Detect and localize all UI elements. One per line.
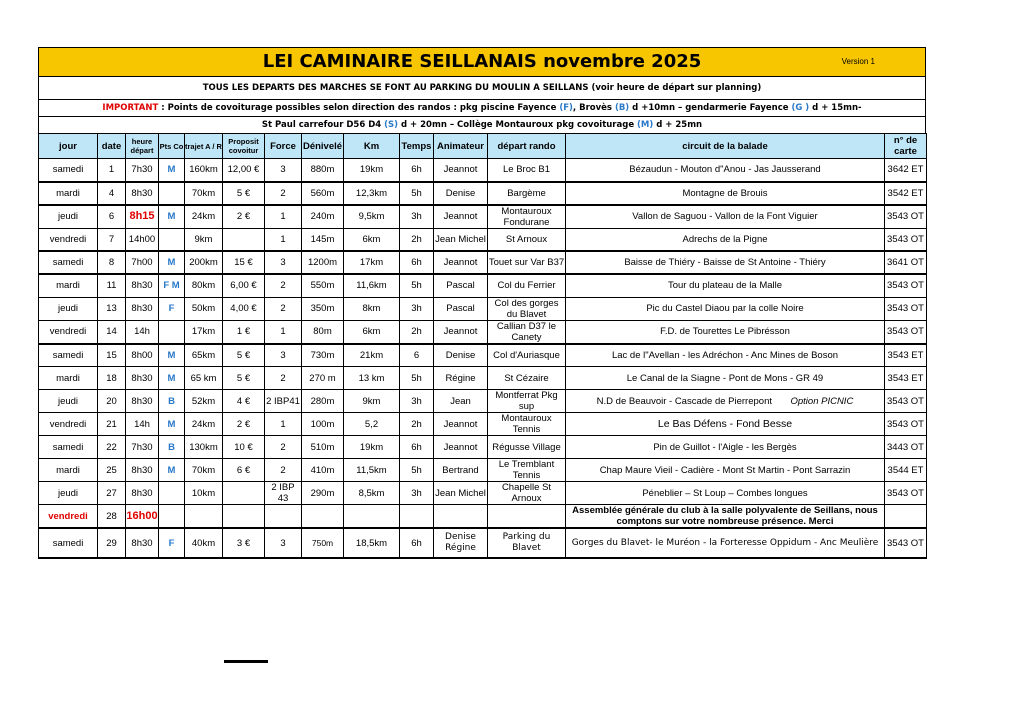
- table-row: jeudi 20 8h30 B 52km 4 € 2 IBP41 280m 9km 3h Jean Montferrat Pkg sup N.D de Beauvoir - Cascade de Pierrepont Option PICNIC 3543 OT: [39, 390, 927, 413]
- table-row: vendredi 7 14h00 9km 1 145m 6km 2h Jean Michel St Arnoux Adrechs de la Pigne 3543 OT: [39, 228, 927, 251]
- important-label: IMPORTANT: [102, 103, 159, 113]
- planning-sheet: [38, 47, 926, 559]
- header-temps: Temps: [400, 134, 434, 159]
- assembly-note: Assemblée générale du club à la salle polyvalente de Seillans, nous comptons sur votre nombreuse présence. Merci: [566, 505, 885, 529]
- table-row: samedi 15 8h00 M 65km 5 € 3 730m 21km 6 Denise Col d'Auriasque Lac de l"Avellan - les Adréchon - Anc Mines de Boson 3543 ET: [39, 344, 927, 367]
- header-proposit: Proposit covoitur: [223, 134, 265, 159]
- header-depart: départ rando: [488, 134, 566, 159]
- version-label: Version 1: [841, 57, 875, 66]
- header-circuit: circuit de la balade: [566, 134, 885, 159]
- header-km: Km: [344, 134, 400, 159]
- table-row: jeudi 6 8h15 M 24km 2 € 1 240m 9,5km 3h Jeannot Montauroux Fondurane Vallon de Saguou - Vallon de la Font Viguier 3543 OT: [39, 205, 927, 229]
- table-row: samedi 22 7h30 B 130km 10 € 2 510m 19km 6h Jeannot Régusse Village Pin de Guillot - l'Aigle - les Bergès 3443 OT: [39, 436, 927, 459]
- carpool-line-2: St Paul carrefour D56 D4 (S) d + 20mn – Collège Montauroux pkg covoiturage (M) d + 25mn: [38, 116, 926, 133]
- departures-note: TOUS LES DEPARTS DES MARCHES SE FONT AU PARKING DU MOULIN A SEILLANS (voir heure de départ sur planning): [38, 76, 926, 99]
- assembly-row: vendredi 28 16h00 Assemblée générale du club à la salle polyvalente de Seillans, nous comptons sur votre nombreuse présence. Merci: [39, 505, 927, 529]
- header-jour: jour: [39, 134, 98, 159]
- table-row: samedi 29 8h30 F 40km 3 € 3 750m 18,5km 6h Denise Régine Parking du Blavet Gorges du Blavet- le Muréon - la Forteresse Oppidum - Anc Meulière 3543 OT: [39, 528, 927, 558]
- table-row: jeudi 13 8h30 F 50km 4,00 € 2 350m 8km 3h Pascal Col des gorges du Blavet Pic du Castel Diaou par la colle Noire 3543 OT: [39, 297, 927, 320]
- carpool-line-1: IMPORTANT : Points de covoiturage possibles selon direction des randos : pkg piscine Fayence (F), Brovès (B) d +10mn – gendarmerie Fayence (G ) d + 15mn-: [38, 99, 926, 116]
- hikes-table: [38, 133, 927, 559]
- table-row: vendredi 21 14h M 24km 2 € 1 100m 5,2 2h Jeannot Montauroux Tennis Le Bas Défens - Fond Besse 3543 OT: [39, 413, 927, 436]
- table-row: samedi 1 7h30 M 160km 12,00 € 3 880m 19km 6h Jeannot Le Broc B1 Bézaudun - Mouton d"Anou - Jas Jausserand 3642 ET: [39, 159, 927, 182]
- table-row: mardi 18 8h30 M 65 km 5 € 2 270 m 13 km 5h Régine St Cézaire Le Canal de la Siagne - Pont de Mons - GR 49 3543 ET: [39, 367, 927, 390]
- header-force: Force: [265, 134, 302, 159]
- title-text: LEI CAMINAIRE SEILLANAIS novembre 2025: [262, 51, 702, 72]
- page-title: [38, 47, 926, 76]
- table-row: mardi 25 8h30 M 70km 6 € 2 410m 11,5km 5h Bertrand Le Tremblant Tennis Chap Maure Vieil - Cadière - Mont St Martin - Pont Sarrazin 3544 ET: [39, 459, 927, 482]
- table-row: jeudi 27 8h30 10km 2 IBP 43 290m 8,5km 3h Jean Michel Chapelle St Arnoux Péneblier – St Loup – Combes longues 3543 OT: [39, 482, 927, 505]
- header-heure: heure départ: [126, 134, 159, 159]
- header-animateur: Animateur: [434, 134, 488, 159]
- header-trajet: trajet A / R: [185, 134, 223, 159]
- header-pts: Pts Co: [159, 134, 185, 159]
- header-carte: n° de carte: [885, 134, 927, 159]
- table-row: vendredi 14 14h 17km 1 € 1 80m 6km 2h Jeannot Callian D37 le Canety F.D. de Tourettes Le Pibrésson 3543 OT: [39, 320, 927, 344]
- footer-dash: [224, 660, 268, 663]
- header-date: date: [98, 134, 126, 159]
- table-row: mardi 11 8h30 F M 80km 6,00 € 2 550m 11,6km 5h Pascal Col du Ferrier Tour du plateau de la Malle 3543 OT: [39, 274, 927, 297]
- table-row: mardi 4 8h30 70km 5 € 2 560m 12,3km 5h Denise Bargème Montagne de Brouis 3542 ET: [39, 182, 927, 205]
- header-denivele: Dénivelé: [302, 134, 344, 159]
- table-row: samedi 8 7h00 M 200km 15 € 3 1200m 17km 6h Jeannot Touet sur Var B37 Baisse de Thiéry - Baisse de St Antoine - Thiéry 3641 OT: [39, 251, 927, 274]
